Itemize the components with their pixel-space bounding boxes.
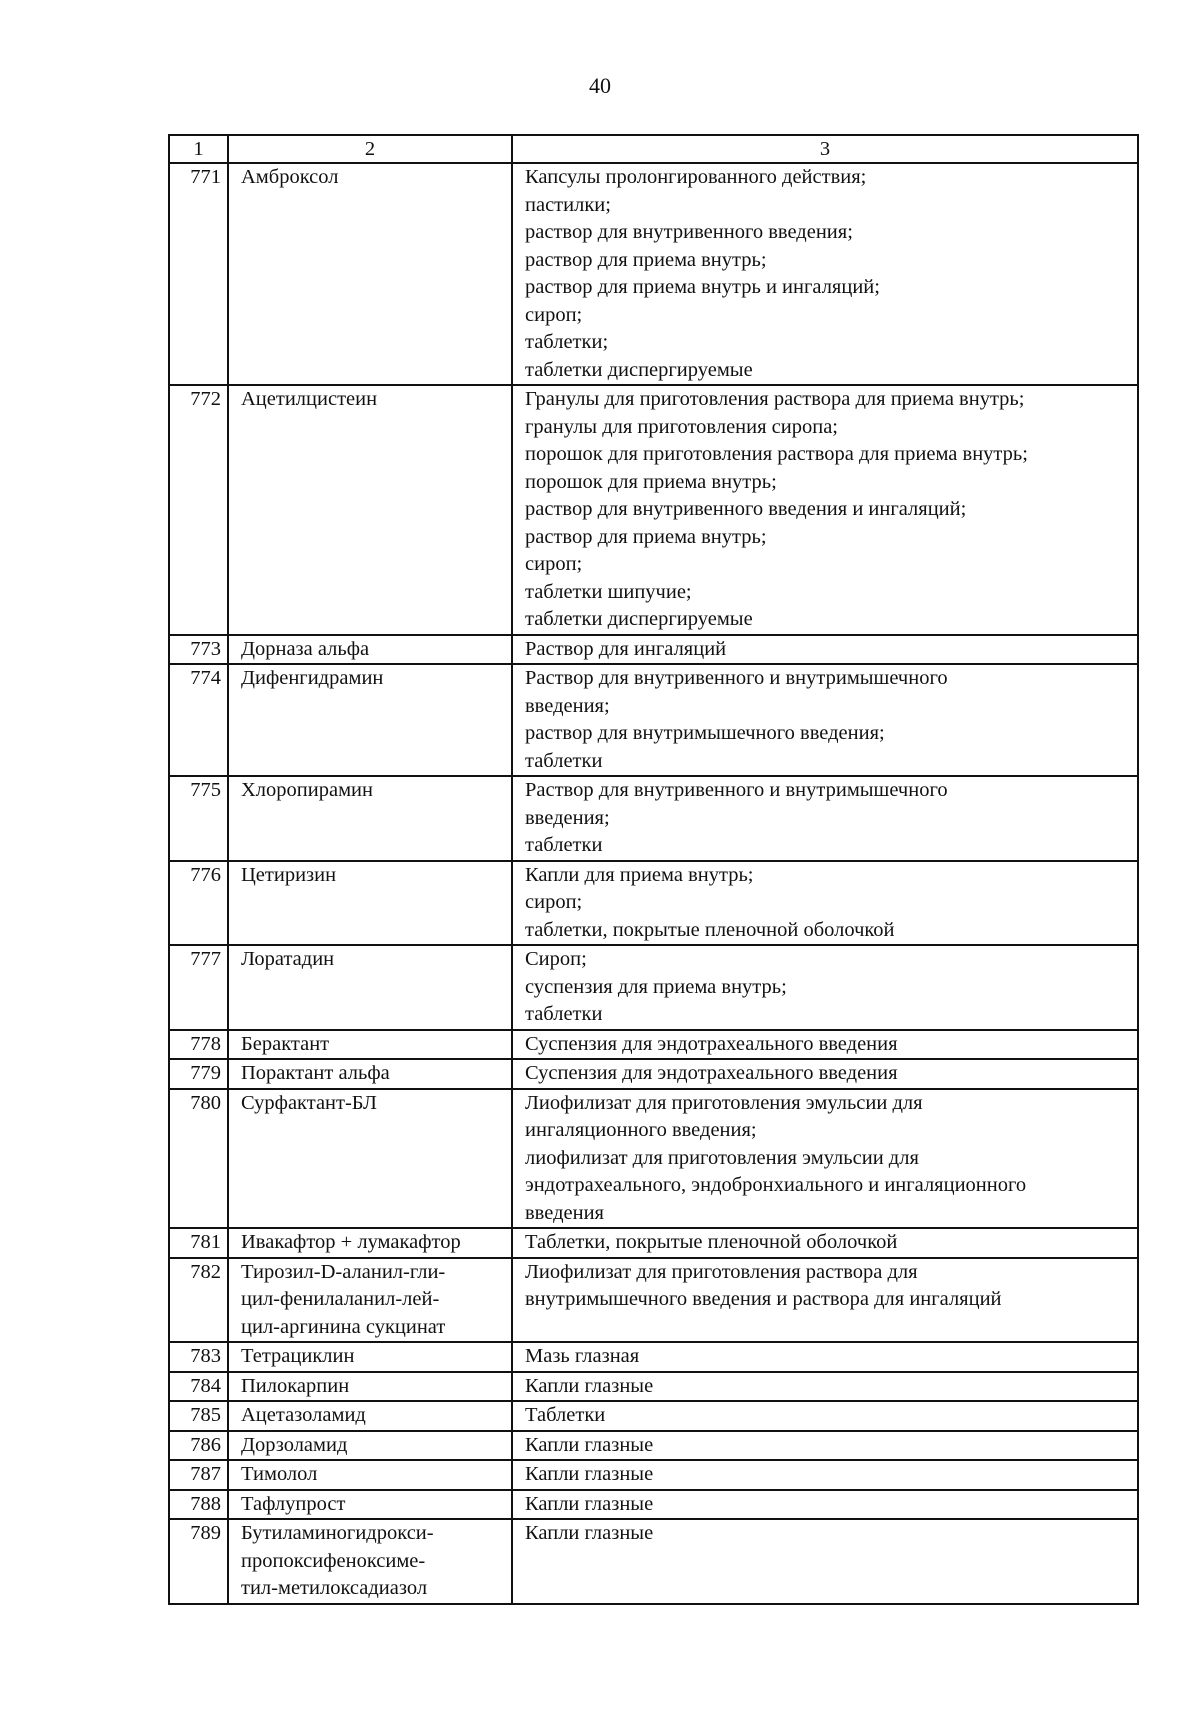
dosage-forms-cell: [512, 1372, 1138, 1402]
row-number: 775: [169, 776, 228, 861]
dosage-form-line: таблетки;: [525, 331, 609, 353]
dosage-form-line: Капли глазные: [525, 1374, 654, 1397]
dosage-form-line: таблетки диспергируемые: [525, 358, 753, 381]
dosage-form-line: гранулы для приготовления сиропа;: [525, 415, 838, 438]
drug-name-line: Сурфактант-БЛ: [241, 1091, 377, 1114]
drug-name-line: Тирозил-D-аланил-гли-: [241, 1260, 446, 1283]
dosage-forms-cell: [512, 1401, 1138, 1431]
dosage-form-line: Капли глазные: [525, 1463, 654, 1485]
table-row: [169, 1258, 1138, 1343]
table-body: [169, 135, 1138, 1604]
dosage-form-line: Суспензия для эндотрахеального введения: [525, 1032, 898, 1055]
drug-name-cell: [228, 776, 512, 861]
table-row: [169, 635, 1138, 665]
dosage-forms-cell: [512, 1089, 1138, 1229]
table-row: [169, 1372, 1138, 1402]
row-number: 783: [169, 1342, 228, 1372]
table-row: [169, 1460, 1138, 1490]
table-row: [169, 861, 1138, 946]
row-number: 771: [169, 163, 228, 385]
row-number: 789: [169, 1519, 228, 1604]
drug-name-line: Тетрациклин: [241, 1345, 355, 1367]
row-number: 782: [169, 1258, 228, 1343]
row-number: 776: [169, 861, 228, 946]
drug-name-cell: [228, 1519, 512, 1604]
table-row: [169, 1228, 1138, 1258]
drug-name-line: Амброксол: [241, 166, 339, 188]
table-row: [169, 1401, 1138, 1431]
drug-name-cell: [228, 1342, 512, 1372]
dosage-forms-cell: [512, 664, 1138, 776]
medication-table: [168, 134, 1139, 1605]
row-number: 788: [169, 1490, 228, 1520]
dosage-forms-cell: [512, 776, 1138, 861]
drug-name-cell: [228, 1089, 512, 1229]
dosage-forms-cell: [512, 1059, 1138, 1089]
table-row: [169, 1519, 1138, 1604]
drug-name-line: пропоксифеноксиме-: [241, 1549, 426, 1572]
table-row: [169, 776, 1138, 861]
row-number: 785: [169, 1401, 228, 1431]
drug-name-line: цил-фенилаланил-лей-: [241, 1288, 440, 1310]
dosage-form-line: таблетки: [525, 749, 603, 772]
drug-name-line: Тафлупрост: [241, 1492, 346, 1515]
dosage-forms-cell: [512, 1228, 1138, 1258]
dosage-form-line: ингаляционного введения;: [525, 1119, 757, 1141]
dosage-forms-cell: [512, 1490, 1138, 1520]
drug-name-line: Ацетазоламид: [241, 1404, 366, 1426]
dosage-form-line: раствор для внутривенного введения;: [525, 221, 853, 243]
drug-name-cell: [228, 1372, 512, 1402]
table-row: [169, 945, 1138, 1030]
drug-name-line: Пилокарпин: [241, 1374, 350, 1397]
dosage-form-line: таблетки: [525, 834, 603, 856]
dosage-form-line: раствор для приема внутрь и ингаляций;: [525, 276, 880, 298]
dosage-forms-cell: [512, 861, 1138, 946]
drug-name-line: тил-метилоксадиазол: [241, 1577, 428, 1599]
dosage-form-line: Сироп;: [525, 948, 587, 970]
drug-name-cell: [228, 1490, 512, 1520]
drug-name-cell: [228, 1258, 512, 1343]
dosage-form-line: таблетки диспергируемые: [525, 608, 753, 630]
drug-name-cell: [228, 385, 512, 635]
dosage-forms-cell: [512, 385, 1138, 635]
dosage-forms-cell: [512, 1342, 1138, 1372]
drug-name-cell: [228, 861, 512, 946]
dosage-form-line: сироп;: [525, 553, 583, 575]
dosage-forms-cell: [512, 635, 1138, 665]
drug-name-line: Дифенгидрамин: [241, 667, 384, 689]
table-row: [169, 1030, 1138, 1060]
dosage-form-line: введения: [525, 1201, 604, 1224]
header-cell-1: 1: [169, 135, 228, 163]
row-number: 781: [169, 1228, 228, 1258]
row-number: 773: [169, 635, 228, 665]
dosage-form-line: порошок для приготовления раствора для приема внутрь;: [525, 443, 1028, 465]
drug-name-line: цил-аргинина сукцинат: [241, 1315, 446, 1338]
drug-name-line: Порактант альфа: [241, 1062, 390, 1084]
dosage-form-line: эндотрахеального, эндобронхиального и ингаляционного: [525, 1174, 1027, 1196]
row-number: 774: [169, 664, 228, 776]
drug-name-line: Хлоропирамин: [241, 779, 373, 801]
table-row: [169, 664, 1138, 776]
dosage-form-line: раствор для приема внутрь;: [525, 248, 767, 271]
header-cell-2: 2: [228, 135, 512, 163]
table-header-row: [169, 135, 1138, 163]
drug-name-line: Тимолол: [241, 1463, 318, 1485]
drug-name-cell: [228, 635, 512, 665]
dosage-form-line: Капсулы пролонгированного действия;: [525, 166, 867, 188]
dosage-form-line: раствор для внутримышечного введения;: [525, 722, 885, 744]
drug-name-cell: [228, 163, 512, 385]
dosage-forms-cell: [512, 1431, 1138, 1461]
dosage-form-line: введения;: [525, 694, 610, 717]
drug-name-line: Ацетилцистеин: [241, 388, 378, 410]
row-number: 784: [169, 1372, 228, 1402]
dosage-form-line: раствор для внутривенного введения и ингаляций;: [525, 498, 967, 520]
table-row: [169, 1342, 1138, 1372]
dosage-form-line: Раствор для внутривенного и внутримышечного: [525, 779, 948, 801]
dosage-form-line: Гранулы для приготовления раствора для приема внутрь;: [525, 388, 1025, 410]
dosage-forms-cell: [512, 1030, 1138, 1060]
dosage-form-line: таблетки шипучие;: [525, 580, 692, 603]
dosage-form-line: Капли глазные: [525, 1433, 654, 1456]
table-row: [169, 385, 1138, 635]
dosage-form-line: Капли для приема внутрь;: [525, 863, 754, 886]
dosage-form-line: Лиофилизат для приготовления эмульсии для: [525, 1091, 923, 1114]
dosage-form-line: Таблетки, покрытые пленочной оболочкой: [525, 1231, 898, 1253]
drug-name-line: Дорназа альфа: [241, 637, 370, 660]
drug-name-line: Ивакафтор + лумакафтор: [241, 1231, 461, 1253]
dosage-form-line: таблетки, покрытые пленочной оболочкой: [525, 918, 895, 941]
drug-name-cell: [228, 1460, 512, 1490]
drug-name-line: Цетиризин: [241, 863, 337, 886]
dosage-forms-cell: [512, 1460, 1138, 1490]
dosage-forms-cell: [512, 1258, 1138, 1343]
table-row: [169, 163, 1138, 385]
dosage-form-line: пастилки;: [525, 193, 611, 216]
dosage-form-line: Суспензия для эндотрахеального введения: [525, 1062, 898, 1084]
dosage-form-line: Таблетки: [525, 1404, 606, 1426]
drug-name-cell: [228, 1030, 512, 1060]
dosage-form-line: Капли глазные: [525, 1522, 654, 1544]
drug-name-cell: [228, 1059, 512, 1089]
drug-name-cell: [228, 1228, 512, 1258]
row-number: 787: [169, 1460, 228, 1490]
dosage-form-line: сироп;: [525, 891, 583, 913]
dosage-forms-cell: [512, 945, 1138, 1030]
table-row: [169, 1059, 1138, 1089]
dosage-form-line: суспензия для приема внутрь;: [525, 975, 787, 998]
dosage-forms-cell: [512, 163, 1138, 385]
dosage-form-line: Раствор для внутривенного и внутримышечного: [525, 667, 948, 689]
dosage-form-line: введения;: [525, 806, 610, 829]
dosage-form-line: Капли глазные: [525, 1492, 654, 1515]
dosage-form-line: раствор для приема внутрь;: [525, 525, 767, 548]
drug-name-cell: [228, 664, 512, 776]
drug-name-line: Лоратадин: [241, 948, 335, 970]
row-number: 772: [169, 385, 228, 635]
drug-name-line: Бутиламиногидрокси-: [241, 1522, 434, 1544]
dosage-form-line: порошок для приема внутрь;: [525, 470, 777, 493]
drug-name-cell: [228, 1431, 512, 1461]
table-row: [169, 1431, 1138, 1461]
table-row: [169, 1490, 1138, 1520]
dosage-form-line: лиофилизат для приготовления эмульсии для: [525, 1146, 919, 1169]
row-number: 780: [169, 1089, 228, 1229]
page-number: 40: [589, 73, 611, 98]
drug-name-cell: [228, 945, 512, 1030]
dosage-form-line: Раствор для ингаляций: [525, 637, 727, 660]
row-number: 777: [169, 945, 228, 1030]
row-number: 786: [169, 1431, 228, 1461]
table-row: [169, 1089, 1138, 1229]
dosage-forms-cell: [512, 1519, 1138, 1604]
dosage-form-line: таблетки: [525, 1003, 603, 1025]
dosage-form-line: сироп;: [525, 303, 583, 326]
drug-name-cell: [228, 1401, 512, 1431]
drug-name-line: Берактант: [241, 1032, 330, 1055]
drug-name-line: Дорзоламид: [241, 1433, 348, 1456]
header-cell-3: 3: [512, 135, 1138, 163]
row-number: 779: [169, 1059, 228, 1089]
dosage-form-line: внутримышечного введения и раствора для ингаляций: [525, 1288, 1002, 1310]
dosage-form-line: Лиофилизат для приготовления раствора для: [525, 1260, 918, 1283]
dosage-form-line: Мазь глазная: [525, 1345, 640, 1367]
row-number: 778: [169, 1030, 228, 1060]
